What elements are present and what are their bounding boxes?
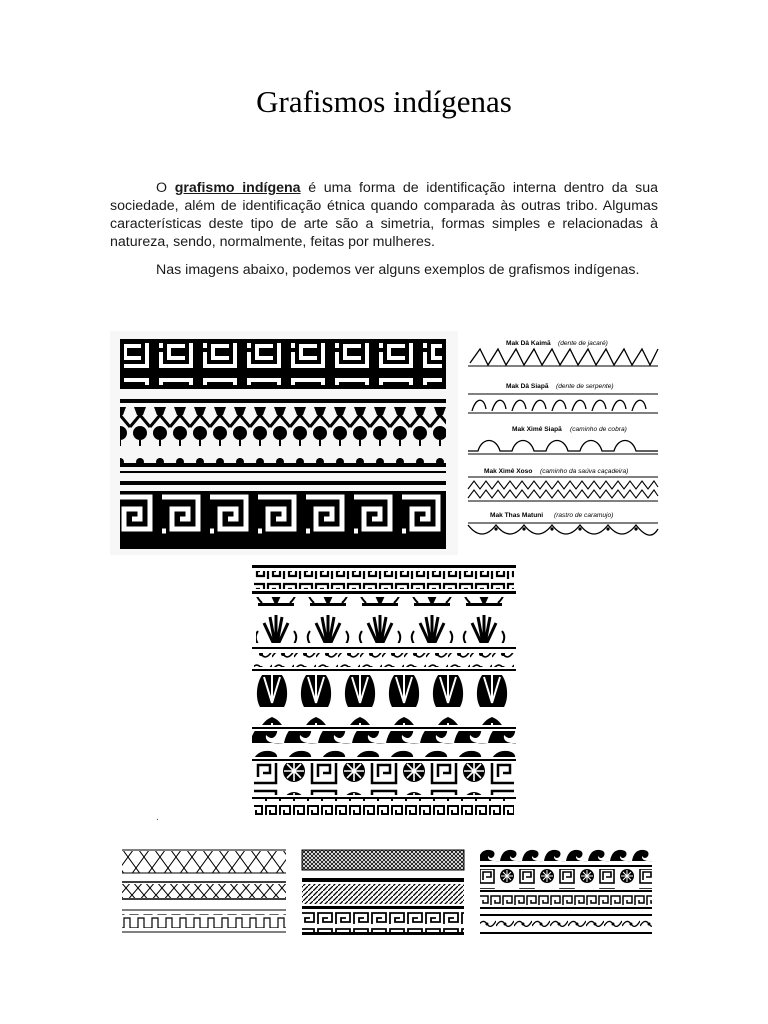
intro-paragraph bbox=[110, 179, 658, 251]
keyword-grafismo-indigena: grafismo indígena bbox=[174, 180, 301, 196]
geometric-bands-image bbox=[110, 331, 458, 555]
page-title: Grafismos indígenas bbox=[256, 84, 512, 119]
pattern-meaning-1: (dente de jacaré) bbox=[558, 340, 608, 347]
pattern-name-4: Mak Ximê Xoso bbox=[484, 468, 533, 475]
stray-mark: . bbox=[156, 812, 159, 823]
pattern-name-2: Mak Dâ Siapã bbox=[506, 383, 549, 390]
examples-paragraph: Nas imagens abaixo, podemos ver alguns exemplos de grafismos indígenas. bbox=[156, 262, 640, 278]
wave-rosette-bands-image bbox=[478, 846, 654, 938]
pattern-meaning-3: (caminho de cobra) bbox=[570, 426, 627, 433]
ornamental-borders-image bbox=[250, 563, 518, 817]
hatched-bands-image bbox=[298, 846, 468, 938]
pattern-name-3: Mak Ximê Siapã bbox=[512, 426, 562, 433]
intro-rest: é uma forma de identificação interna dentro da sua sociedade, além de identificação étnica quando comparada às outras tribo. Algumas características deste tipo de arte são a simetria, formas simples e relacionadas à natureza, sendo, normalmente, feitas por mulheres. bbox=[110, 180, 658, 250]
pattern-meaning-5: (rastro de caramujo) bbox=[554, 512, 614, 519]
pattern-meaning-2: (dente de serpente) bbox=[556, 383, 614, 390]
pattern-chart-image bbox=[466, 333, 660, 547]
pattern-name-1: Mak Dâ Kaimã bbox=[506, 340, 551, 347]
pattern-name-5: Mak Thas Matuni bbox=[490, 512, 544, 519]
pattern-meaning-4: (caminho da saúva caçadeira) bbox=[540, 468, 629, 475]
lattice-borders-image bbox=[120, 846, 288, 938]
intro-lead: O bbox=[156, 180, 175, 196]
